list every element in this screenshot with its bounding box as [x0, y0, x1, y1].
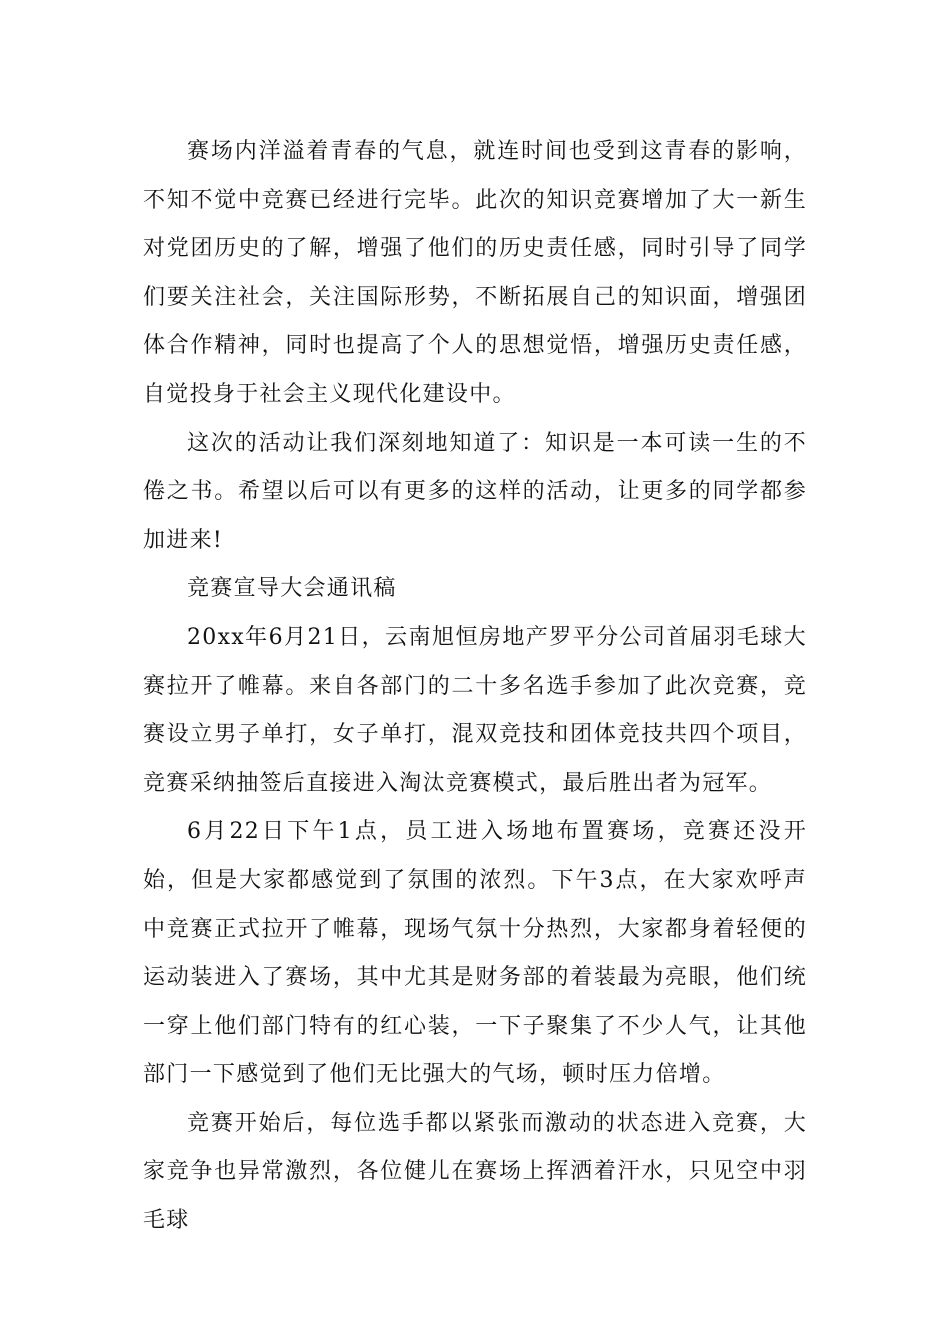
paragraph-1: 赛场内洋溢着青春的气息，就连时间也受到这青春的影响，不知不觉中竞赛已经进行完毕。此次的知识竞赛增加了大一新生对党团历史的了解，增强了他们的历史责任感，同时引导了同学们要关注社会，关注国际形势，不断拓展自己的知识面，增强团体合作精神，同时也提高了个人的思想觉悟，增强历史责任感，自觉投身于社会主义现代化建设中。	[143, 139, 807, 407]
paragraph-4: 6月22日下午1点，员工进入场地布置赛场，竞赛还没开始，但是大家都感觉到了氛围的浓烈。下午3点，在大家欢呼声中竞赛正式拉开了帷幕，现场气氛十分热烈，大家都身着轻便的运动装进入了赛场，其中尤其是财务部的着装最为亮眼，他们统一穿上他们部门特有的红心装，一下子聚集了不少人气，让其他部门一下感觉到了他们无比强大的气场，顿时压力倍增。	[143, 819, 807, 1088]
paragraph-3: 20xx年6月21日，云南旭恒房地产罗平分公司首届羽毛球大赛拉开了帷幕。来自各部门的二十多名选手参加了此次竞赛，竞赛设立男子单打，女子单打，混双竞技和团体竞技共四个项目，竞赛采纳抽签后直接进入淘汰竞赛模式，最后胜出者为冠军。	[143, 624, 807, 796]
paragraph-2: 这次的活动让我们深刻地知道了：知识是一本可读一生的不倦之书。希望以后可以有更多的这样的活动，让更多的同学都参加进来!	[143, 430, 807, 553]
paragraph-5: 竞赛开始后，每位选手都以紧张而激动的状态进入竞赛，大家竞争也异常激烈，各位健儿在赛场上挥洒着汗水，只见空中羽毛球	[143, 1110, 807, 1234]
document-body	[143, 128, 807, 1246]
section-title: 竞赛宣导大会通讯稿	[187, 576, 397, 602]
